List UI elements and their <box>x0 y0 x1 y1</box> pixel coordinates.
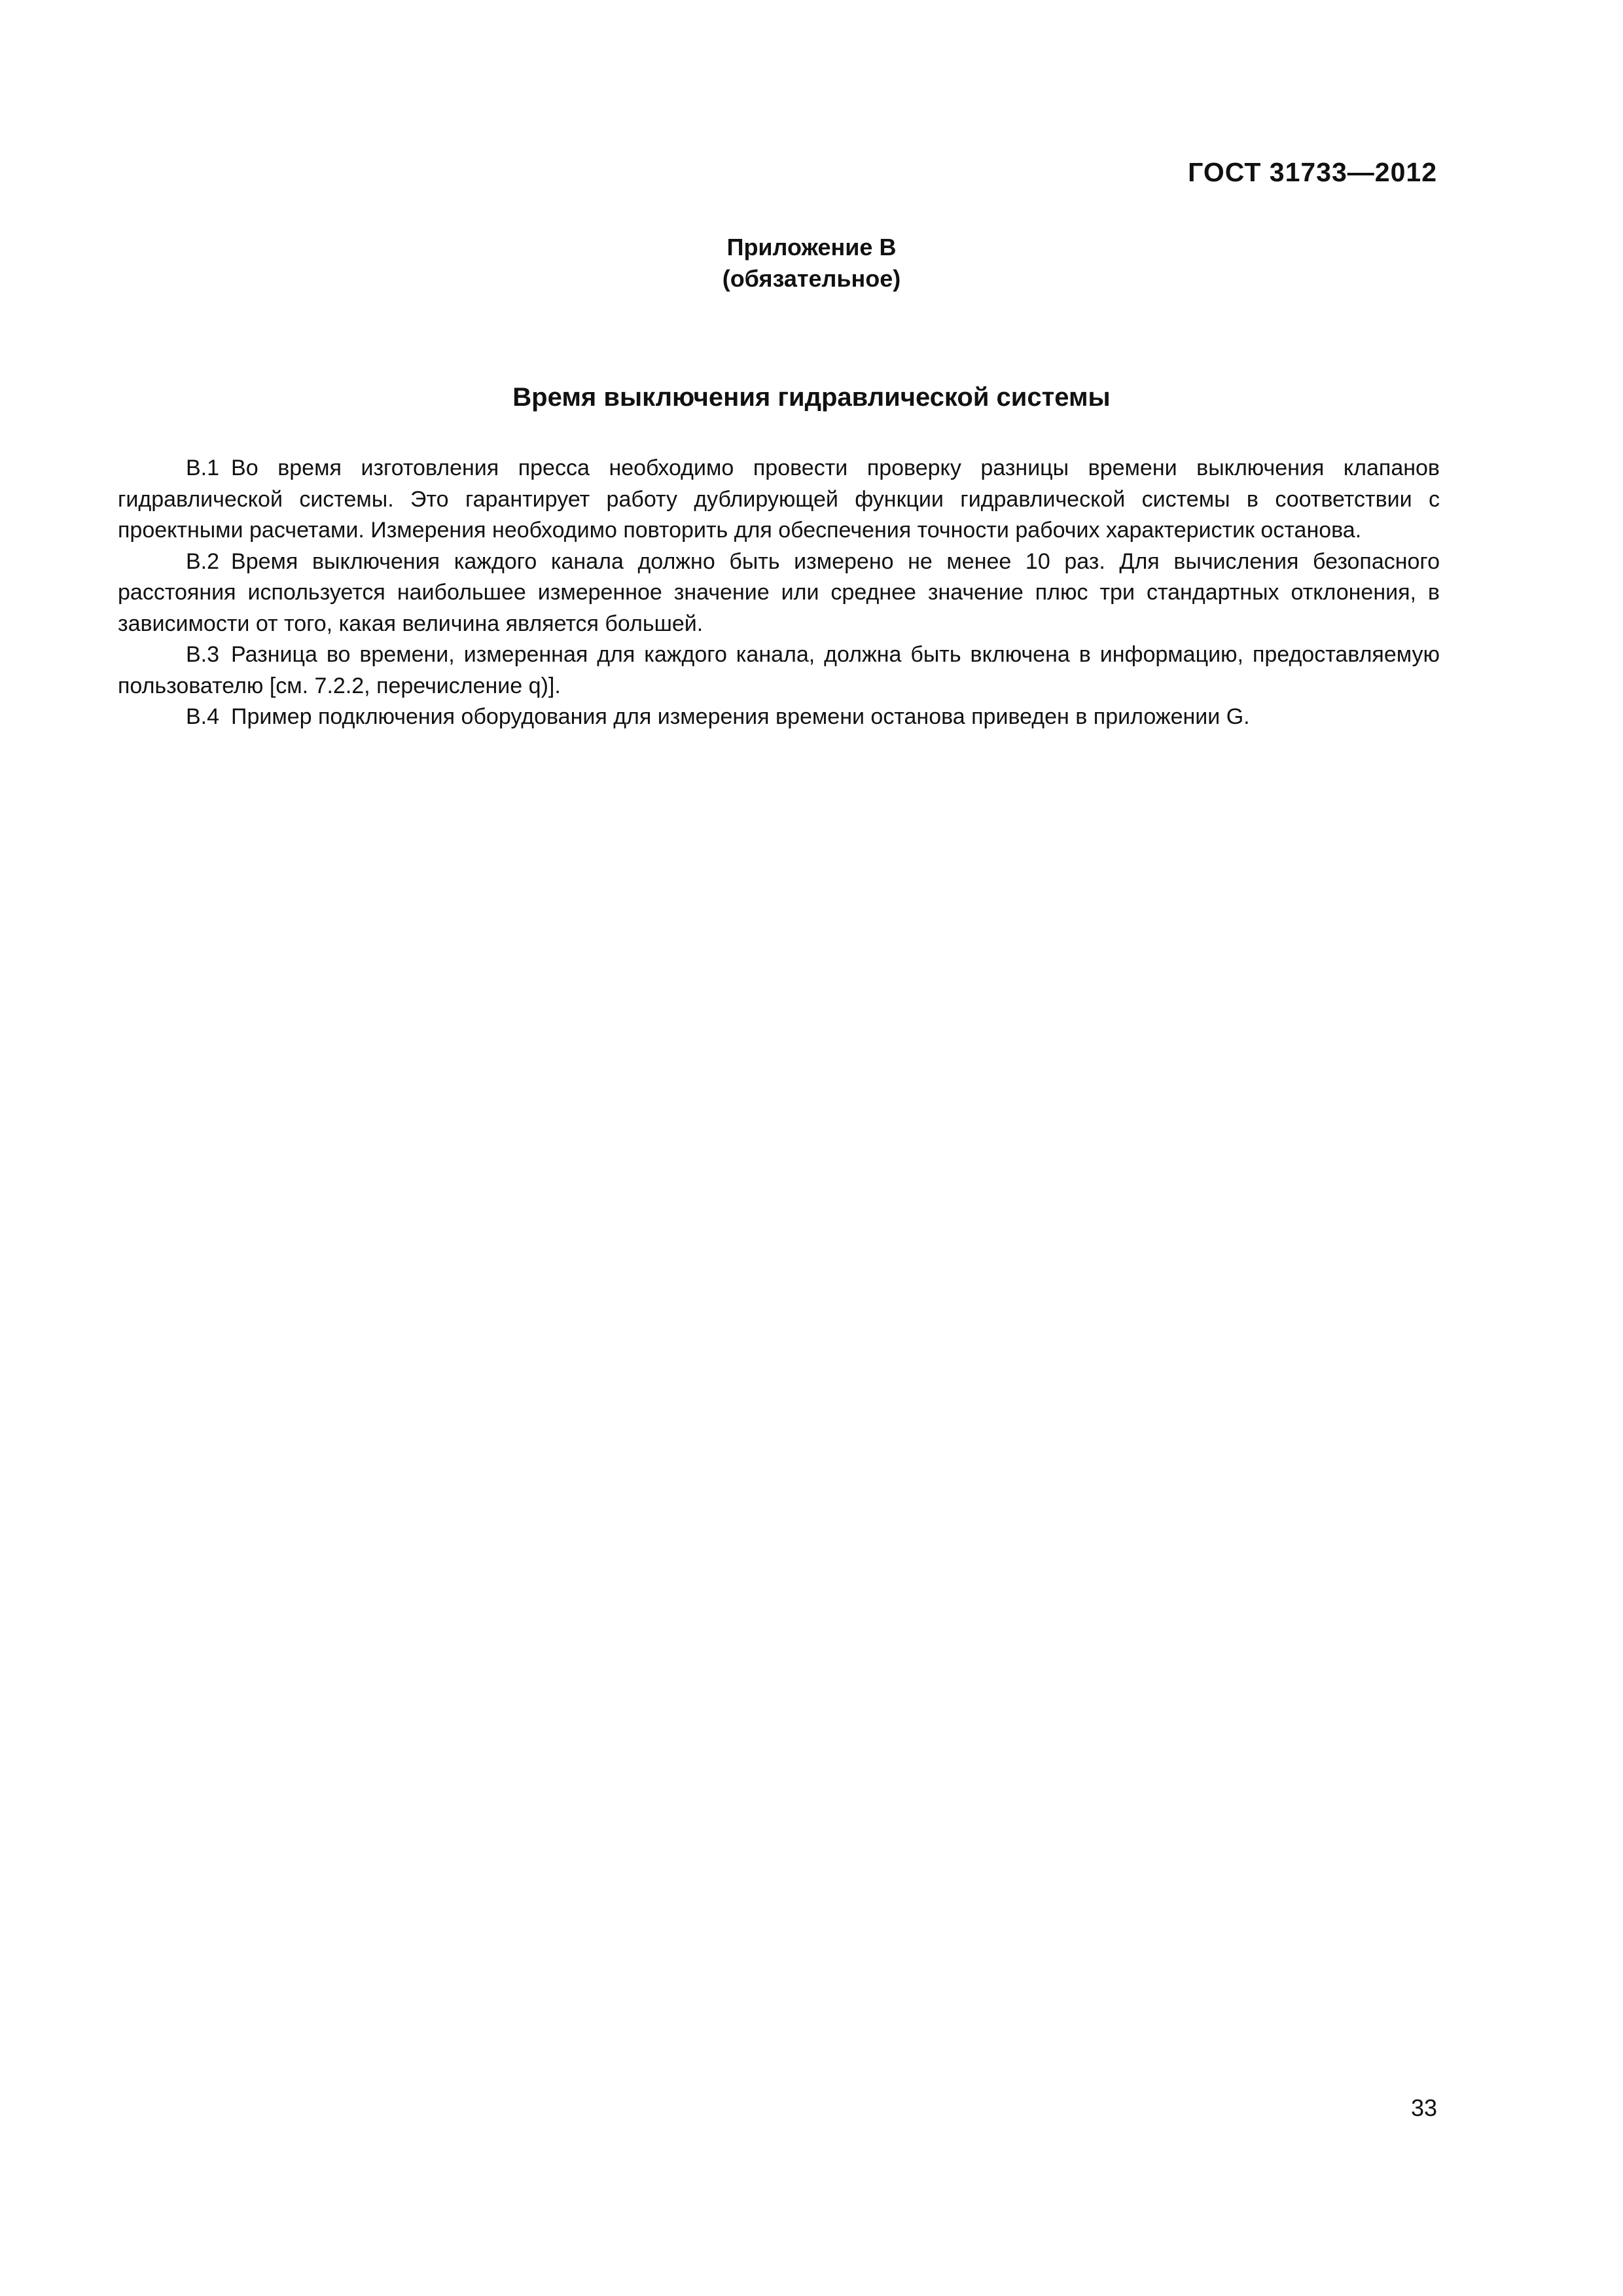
clause-text: Время выключения каждого канала должно быть измерено не менее 10 раз. Для вычисления безопасного расстояния используется наибольшее измеренное значение или среднее значение плюс три стандартных отклонения, в зависимости от того, какая величина является большей. <box>118 548 1440 636</box>
body-text <box>118 453 1440 733</box>
section-title: Время выключения гидравлической системы <box>512 383 1111 412</box>
appendix-title: Приложение В <box>726 234 897 260</box>
clause-number: В.4 <box>186 704 220 729</box>
appendix-status: (обязательное) <box>722 265 901 292</box>
clause-number: В.3 <box>186 642 220 667</box>
clause-text: Во время изготовления пресса необходимо провести проверку разницы времени выключения клапанов гидравлической системы. Это гарантирует работу дублирующей функции гидравлической системы в соответствии с проектными расчетами. Измерения необходимо повторить для обеспечения точности рабочих характеристик останова. <box>118 456 1440 543</box>
page-number: 33 <box>1410 2094 1437 2121</box>
clause-text: Пример подключения оборудования для измерения времени останова приведен в приложении G. <box>231 704 1250 729</box>
clause-b1 <box>118 453 1440 547</box>
clause-b3 <box>118 639 1440 702</box>
clause-number: В.1 <box>186 456 220 480</box>
document-code: ГОСТ 31733—2012 <box>1188 157 1437 187</box>
clause-b2 <box>118 547 1440 640</box>
clause-text: Разница во времени, измеренная для каждого канала, должна быть включена в информацию, предоставляемую пользователю [см. 7.2.2, перечисление q)]. <box>118 642 1440 698</box>
clause-b4 <box>118 702 1440 733</box>
clause-number: В.2 <box>186 548 220 574</box>
appendix-header <box>0 232 1623 295</box>
